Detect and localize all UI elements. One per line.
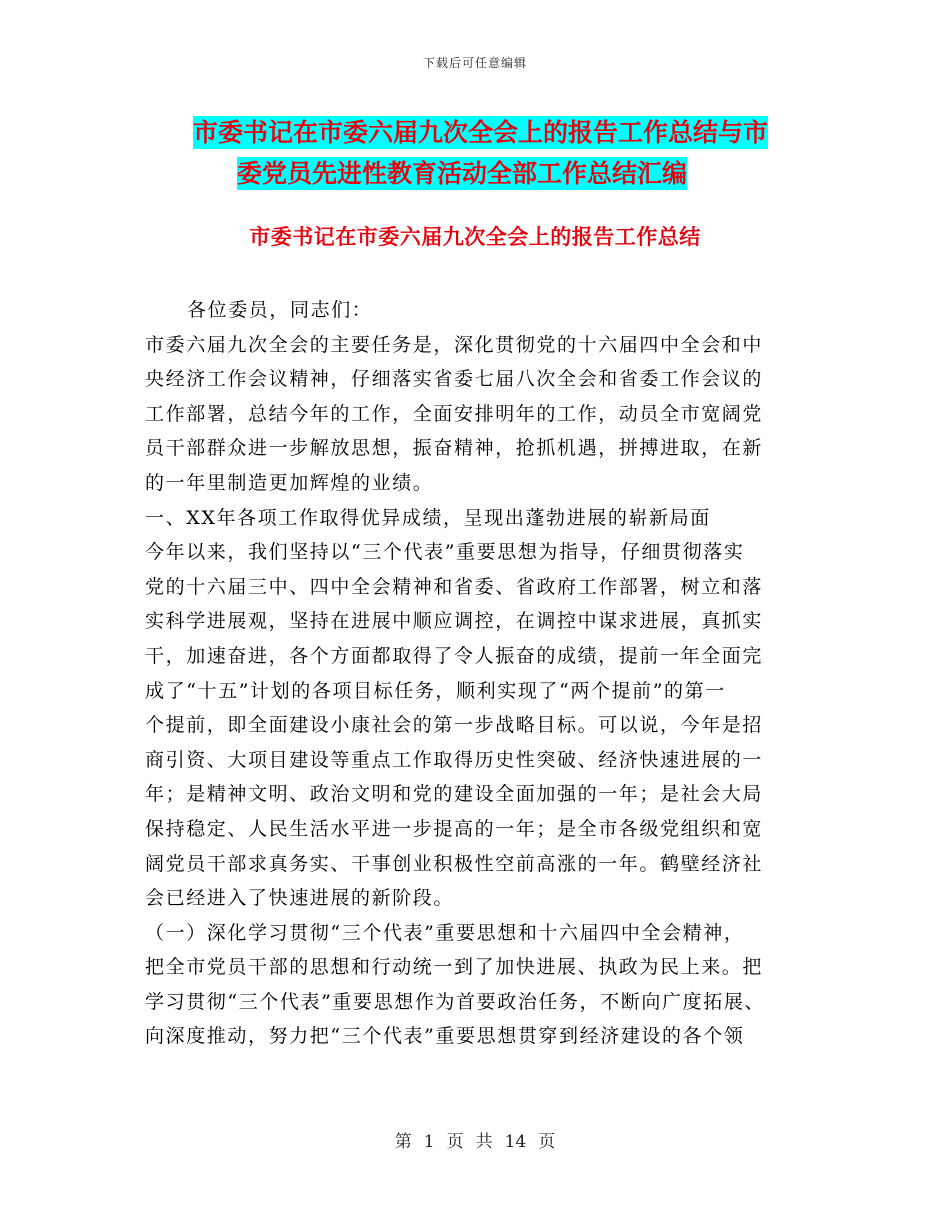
body-line: 个提前，即全面建设小康社会的第一步战略目标。可以说，今年是招 [145,714,764,737]
salutation: 各位委员，同志们： [187,299,373,321]
subheading-line: （一）深化学习贯彻“三个代表”重要思想和十六届四中全会精神， [145,921,745,944]
body-text [145,293,810,1054]
body-line: 工作部署，总结今年的工作，全面安排明年的工作，动员全市宽阔党 [145,402,764,425]
body-line: 把全市党员干部的思想和行动统一到了加快进展、执政为民上来。把 [145,956,764,979]
footer-suffix: 页 [538,1132,556,1152]
body-line: 年；是精神文明、政治文明和党的建设全面加强的一年；是社会大局 [145,783,764,806]
document-title-line-1: 市委书记在市委六届九次全会上的报告工作总结与市 [193,118,769,147]
footer-total-label: 共 [475,1132,493,1152]
body-line: 党的十六届三中、四中全会精神和省委、省政府工作部署，树立和落 [145,575,764,598]
current-page-number: 1 [423,1132,435,1152]
body-line: 阔党员干部求真务实、干事创业积极性空前高涨的一年。鹤壁经济社 [145,852,764,875]
footer-mid: 页 [446,1132,464,1152]
body-line: 实科学进展观，坚持在进展中顺应调控，在调控中谋求进展，真抓实 [145,610,764,633]
footer-prefix: 第 [394,1132,412,1152]
body-line: 员干部群众进一步解放思想，振奋精神，抢抓机遇，拼搏进取，在新 [145,437,764,460]
document-title-line-2: 委党员先进性教育活动全部工作总结汇编 [237,159,688,188]
body-line: 学习贯彻“三个代表”重要思想作为首要政治任务，不断向广度拓展、 [145,990,766,1013]
body-line: 干，加速奋进，各个方面都取得了令人振奋的成绩，提前一年全面完 [145,644,764,667]
body-line: 的一年里制造更加辉煌的业绩。 [145,471,434,494]
total-page-count: 14 [504,1132,527,1152]
body-line: 商引资、大项目建设等重点工作取得历史性突破、经济快速进展的一 [145,748,764,771]
page-footer [0,1127,950,1152]
body-line: 会已经进入了快速进展的新阶段。 [145,887,455,910]
section-title: 市委书记在市委六届九次全会上的报告工作总结 [249,224,701,249]
body-line: 成了“十五”计划的各项目标任务，顺利实现了“两个提前”的第一 [145,679,726,702]
body-line: 市委六届九次全会的主要任务是，深化贯彻党的十六届四中全会和中 [145,333,764,356]
body-line: 今年以来，我们坚持以“三个代表”重要思想为指导，仔细贯彻落实 [145,541,745,564]
body-line: 向深度推动，努力把“三个代表”重要思想贯穿到经济建设的各个领 [145,1025,745,1048]
heading-line: 一、XX年各项工作取得优异成绩，呈现出蓬勃进展的崭新局面 [145,506,711,529]
body-line: 央经济工作会议精神，仔细落实省委七届八次全会和省委工作会议的 [145,368,764,391]
header-note: 下载后可任意编辑 [422,56,527,70]
document-title [193,112,813,194]
body-line: 保持稳定、人民生活水平进一步提高的一年；是全市各级党组织和宽 [145,817,764,840]
